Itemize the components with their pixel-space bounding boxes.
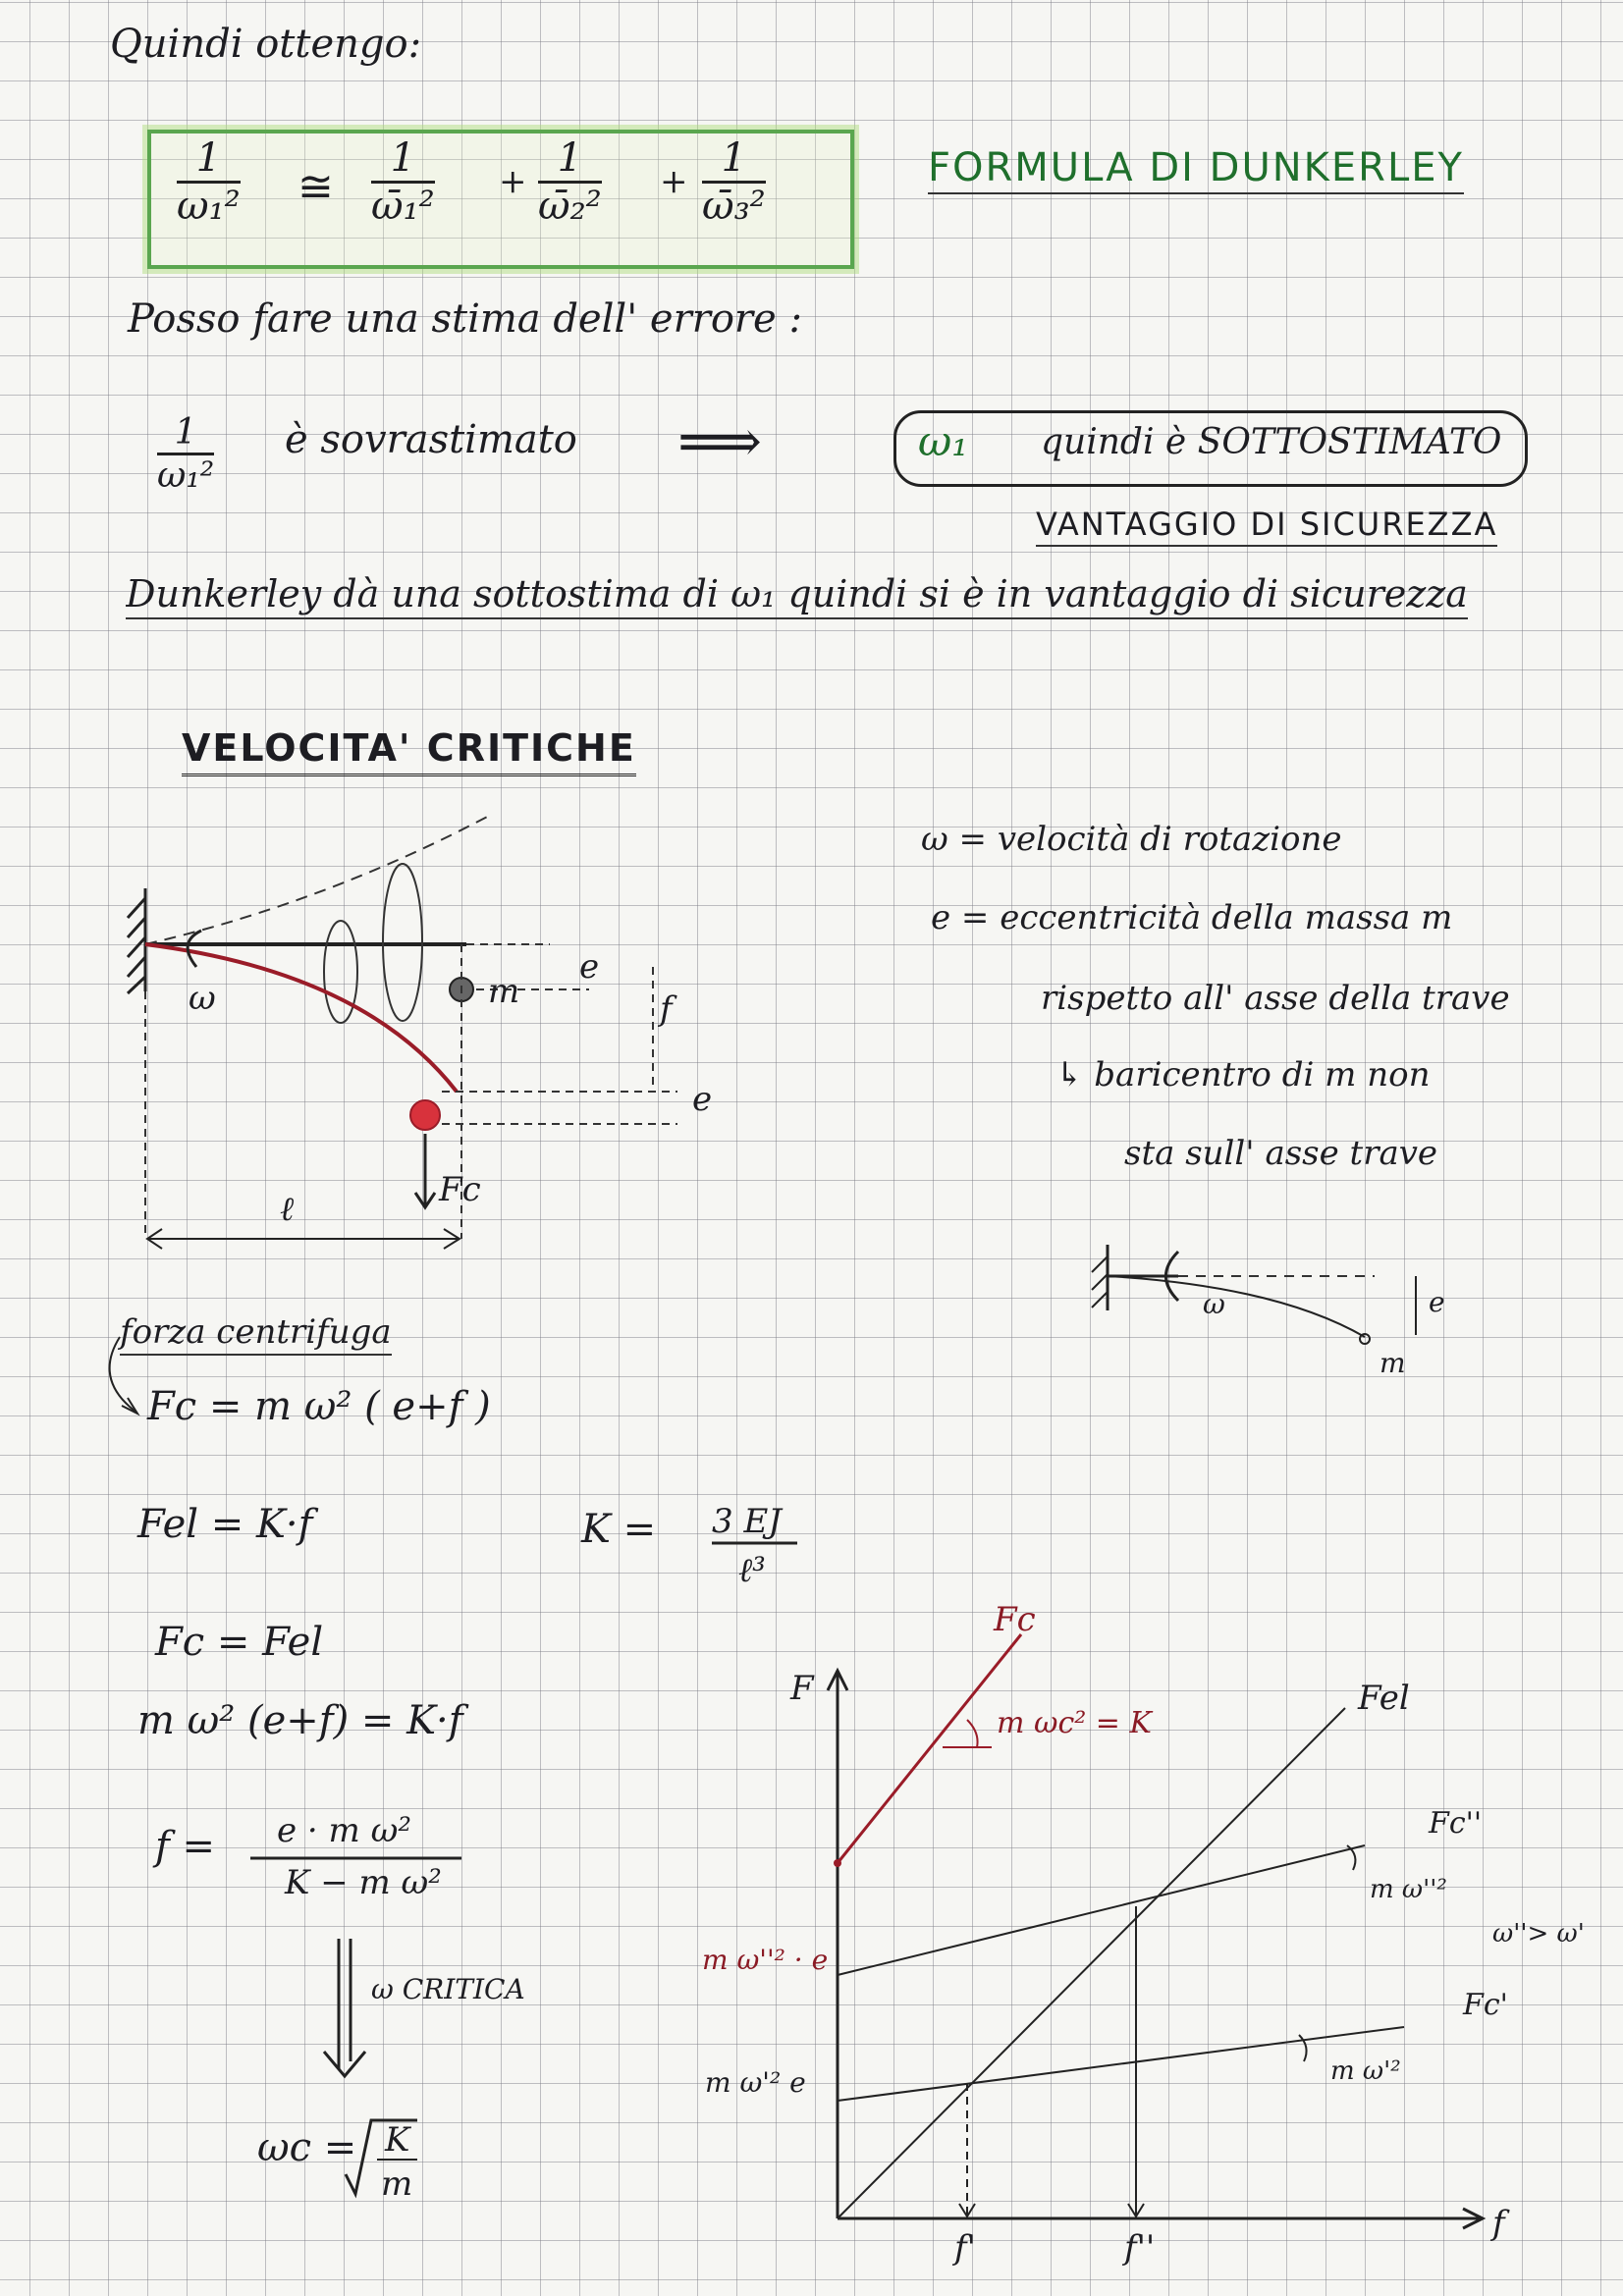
implies-arrow: ⟹ [677, 407, 763, 476]
boxed-text: quindi è SOTTOSTIMATO [1041, 422, 1502, 462]
diagram-f: f [660, 989, 673, 1029]
graph-int2: m ω''² · e [702, 1944, 829, 1976]
graph-slope-label: m ωc² = K [997, 1706, 1152, 1740]
fc1-line [838, 2027, 1404, 2101]
graph-fc2: Fc'' [1429, 1806, 1483, 1841]
mass-red [410, 1100, 440, 1130]
formula-term-2: $\frac{1}{\text{ω̄₂²}}$ [538, 135, 602, 229]
approx-sign: ≅ [298, 162, 334, 212]
fc-red-line [838, 1634, 1021, 1863]
eq-balance: Fc = Fel [155, 1620, 324, 1665]
formula-name: FORMULA DI DUNKERLEY [928, 145, 1464, 194]
eq-balance2: m ω² (e+f) = K·f [137, 1698, 463, 1743]
eq-f-den: K − m ω² [285, 1863, 442, 1902]
eq-f-left: f = [155, 1824, 216, 1869]
small-m: m [1380, 1347, 1406, 1379]
formula-term-3: $\frac{1}{\text{ω̄₃²}}$ [702, 135, 766, 229]
section-title: VELOCITA' CRITICHE [182, 726, 636, 776]
small-beam-diagram [1092, 1245, 1416, 1344]
small-e: e [1429, 1286, 1445, 1318]
small-omega: ω [1203, 1288, 1225, 1320]
dashed-envelope [145, 815, 491, 944]
diagram-ecc-top: e [579, 947, 600, 987]
estimate-fraction: $\frac{1}{\text{ω₁²}}$ [157, 412, 215, 496]
formula-term-1: $\frac{1}{\text{ω̄₁²}}$ [371, 135, 435, 229]
rotation-arrow [188, 931, 201, 967]
estimate-text: è sovrastimato [285, 417, 577, 462]
eq-fel: Fel = K·f [137, 1502, 313, 1547]
def-e-4: sta sull' asse trave [1124, 1134, 1438, 1173]
centrifugal-label: forza centrifuga [120, 1312, 392, 1356]
graph-mw1: m ω'² [1330, 2056, 1401, 2086]
diagram-mass: m [488, 972, 520, 1011]
deformed-beam [145, 944, 457, 1092]
diagram-force: Fc [439, 1170, 481, 1209]
eq-wc-left: ωc = [257, 2125, 357, 2170]
plus-sign: + [660, 162, 688, 201]
eq-k-left: K = [581, 1507, 657, 1552]
error-line: Posso fare una stima dell' errore : [128, 296, 802, 342]
graph-x-label: f [1492, 2204, 1505, 2243]
def-e-1: e = eccentricità della massa m [931, 898, 1453, 937]
graph-fel: Fel [1358, 1679, 1410, 1718]
diagram-omega: ω [189, 979, 216, 1018]
graph-int1: m ω'² e [705, 2066, 806, 2099]
safety-text: VANTAGGIO DI SICUREZZA [1036, 506, 1497, 547]
plus-sign: + [499, 162, 527, 201]
diagram-ecc-bottom: e [692, 1080, 713, 1119]
wall-hatch [128, 888, 145, 993]
fel-line [838, 1708, 1345, 2218]
graph-fc1: Fc' [1463, 1988, 1508, 2022]
graph-y-label: F [790, 1669, 814, 1708]
graph-mw2: m ω''² [1370, 1875, 1447, 1904]
wcrit-label: ω CRITICA [371, 1973, 525, 2005]
graph-fc-red: Fc [994, 1600, 1036, 1639]
def-e-2: rispetto all' asse della trave [1041, 979, 1510, 1018]
diagram-length: ℓ [280, 1190, 295, 1229]
fc2-line [838, 1845, 1365, 1975]
eq-fc: Fc = m ω² ( e+f ) [147, 1384, 491, 1429]
rotation-ellipse [324, 921, 357, 1023]
graph-cmp: ω''> ω' [1492, 1919, 1585, 1949]
dunkerley-line: Dunkerley dà una sottostima di ω₁ quindi si è in vantaggio di sicurezza [126, 572, 1468, 619]
eq-f-num: e · m ω² [277, 1811, 411, 1850]
formula-lhs: $\frac{1}{\text{ω₁²}}$ [177, 135, 241, 229]
eq-wc-den: m [381, 2164, 413, 2204]
def-e-3: ↳ baricentro di m non [1055, 1055, 1431, 1095]
eq-wc-num: K [385, 2120, 410, 2160]
boxed-omega: ω₁ [918, 417, 969, 465]
graph-f2: f'' [1124, 2228, 1156, 2268]
intro-text: Quindi ottengo: [110, 22, 422, 67]
eq-k-num: 3 EJ [712, 1502, 782, 1541]
def-omega: ω = velocità di rotazione [921, 820, 1342, 859]
eq-k-den: ℓ³ [738, 1551, 766, 1590]
graph-f1: f' [954, 2228, 976, 2268]
